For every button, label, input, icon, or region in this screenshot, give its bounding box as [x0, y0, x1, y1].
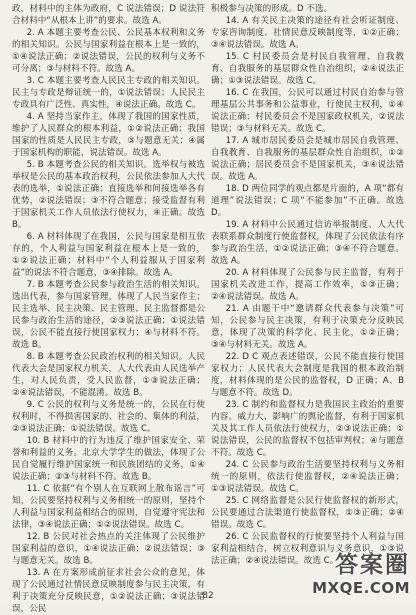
answer-item-19: 19. A 材料中公民通过信访举报制度、人大代表联系群众制度行使监督权，体现了公民依法有序参与政治生活，①②说法正确；③④不符合题意。故选 A。: [211, 220, 404, 266]
answer-item-22: 22. D C 观点表述错误，公民不能直接行使国家权力；人民代表大会制度是我国的根本政治制度，材料体现的是公民的监督权，D 正确；A、B 与题意不符。故选 D。: [211, 352, 404, 398]
watermark-title: 答案圈: [335, 552, 410, 578]
answer-item-15: 15. C 村民委员会是村民自我管理、自我教育、自我服务的基层群众性自治组织，②④说法正确；①③说法错误。故选 C。: [211, 52, 404, 86]
answer-item-21: 21. A 由题干中“邀请群众代表参与决策”可知，公民参与民主决策，有利于决策充分反映民意，体现了决策的科学化、民主化，①②正确；③④与材料无关。故选 A。: [211, 304, 404, 350]
answer-item-20: 20. A 材料体现了公民参与民主监督，有利于国家机关改进工作，提高工作效率，①③正确；②④说法错误。故选 A。: [211, 268, 404, 302]
right-column: [211, 3, 404, 588]
watermark-site: MXQE.COM: [312, 579, 410, 597]
answer-item-18: 18. D 两位同学的观点都是片面的，A 项“都有道理”说法错误；C 项“不能参加”不正确。故选 D。: [211, 184, 404, 218]
answer-item-11: 11. C 依据“有个别人在互联网上散布谣言”可知，公民要坚持权利与义务相统一的原则，坚持个人利益与国家利益相结合的原则，自觉遵守宪法和法律，③④说法正确；①②说法错误。故选 C。: [12, 484, 205, 530]
answer-item-13-continued: 积极参与决策的形成。D 不选。: [211, 4, 333, 14]
answer-item-10: 10. B 材料中的行为违反了维护国家安全、荣誉和利益的义务。北京大学学生的做法，体现了公民自觉履行维护国家统一和民族团结的义务，①④说法正确；②③与材料不符。故选 B。: [12, 436, 205, 482]
answer-item-9: 9. C 公民的权利与义务是统一的，公民在行使权利时，不得损害国家的、社会的、集体的利益，②③说法正确；①说法错误。故选 C。: [12, 400, 205, 434]
answer-item-17: 17. A 城市居民委员会是城市居民自我管理、自我教育、自我服务的基层群众性自治组织，①②说法正确；居民委员会不是国家机关，③④说法错误。故选 A。: [211, 136, 404, 182]
page-number: 82: [202, 591, 214, 601]
answer-item-24: 24. C 公民参与政治生活要坚持权利与义务相统一的原则，依法行使监督权，②④说法正确；①③说法错误。故选 C。: [211, 460, 404, 494]
answer-item-12: 12. B 公民对社会热点的关注体现了公民维护国家利益的意识，①④说法正确；②说法错误；③与题意无关。故选 B。: [12, 532, 205, 566]
left-column: [12, 3, 205, 614]
answer-item-6: 6. A 材料体现了在我国，公民与国家是相互依存的，个人利益与国家利益在根本上是一致的，①②说法正确；材料中“个人利益服从于国家利益”的说法不符合题意，③④排除。故选 A。: [12, 232, 205, 278]
answer-item-7: 7. B 本题考查公民参与政治生活的相关知识。选出代表，参与国家管理，体现了人民当家作主；民主选举、民主决策、民主管理、民主监督都是公民参与政治生活的途径，②③说法正确；①说法错误，公民不能直接行使国家权力；④与材料不符。故选 B。: [12, 280, 205, 350]
answer-item-14: 14. A 有关民主决策的途径有社会听证制度、专家咨询制度、社情民意反映制度等，①②正确；③④说法错误。故选 A。: [211, 16, 404, 50]
answer-item-5: 5. B 本题考查公民的相关知识。选举权与被选举权是公民的基本政治权利，公民依法参加人大代表的选举，①说法正确；直接选举和间接选举各有优势，②说法错误；③不符合题意；接受监督有利于国家机关工作人员依法行使权力，④正确。故选 B。: [12, 160, 205, 230]
answer-item-25: 25. C 网络监督是公民行使监督权的新形式，公民要通过合法渠道行使监督权，①③正确；②④错误。故选 C。: [211, 496, 404, 530]
answer-item-26: 26. C 公民监督权的行使要坚持个人利益与国家利益相结合，树立权利意识与义务意识，①③说法正确；②④说法错误。故选 C。: [211, 532, 404, 566]
answer-item-23: 23. C 制约和监督权力是我国民主政治的重要内容。威力大、影响广的舆论监督，有利于国家机关及其工作人员依法行使权力，②③说法正确；①说法错误，公民的监督权不包括审判权；④与题意不符。故选 C。: [211, 400, 404, 458]
answer-item-13: 13. A 在方案形成前征求社会公众的意见，体现了公民通过社情民意反映制度参与民主决策，有利于决策充分反映民意，①②说法正确；③说法错误，公民: [12, 568, 205, 614]
answer-item-8: 8. B 本题考查公民政治权利的相关知识。人民代表大会是国家权力机关，人大代表由人民选举产生，对人民负责，受人民监督，①③说法正确；②④说法错误，不能混淆。故选 B。: [12, 352, 205, 398]
answer-item-4: 4. A 坚持当家作主，体现了我国的国家性质，维护了人民群众的根本利益，①②说法正确；我国国家的性质是人民民主专政，③与题意无关；④属于国家机构的职能，说法错误。故选 A。: [12, 112, 205, 158]
answer-item-2: 2. A 本题主要考查公民、公民基本权利和义务的相关知识。公民与国家利益在根本上是一致的，①④说法正确；②说法错误，公民的权利与义务不可分离；③与材料不符。故选 A。: [12, 28, 205, 74]
answer-item-continued: 政，材料中的主体为政府，C 说法错误；D 说法符合材料中“从根本上讲”的要求。故选 A。: [12, 4, 205, 26]
answer-item-3: 3. C 本题主要考查人民民主专政的相关知识。民主与专政是辩证统一的，①说法错误；人民民主专政具有广泛性、真实性，④说法正确。故选 C。: [12, 76, 205, 110]
answer-item-16: 16. C 在我国，公民可以通过村民自治参与管理基层公共事务和公益事业，行使民主权利，①④说法正确；村民委员会不是国家政权机关，②说法错误；③与材料无关。故选 C。: [211, 88, 404, 134]
